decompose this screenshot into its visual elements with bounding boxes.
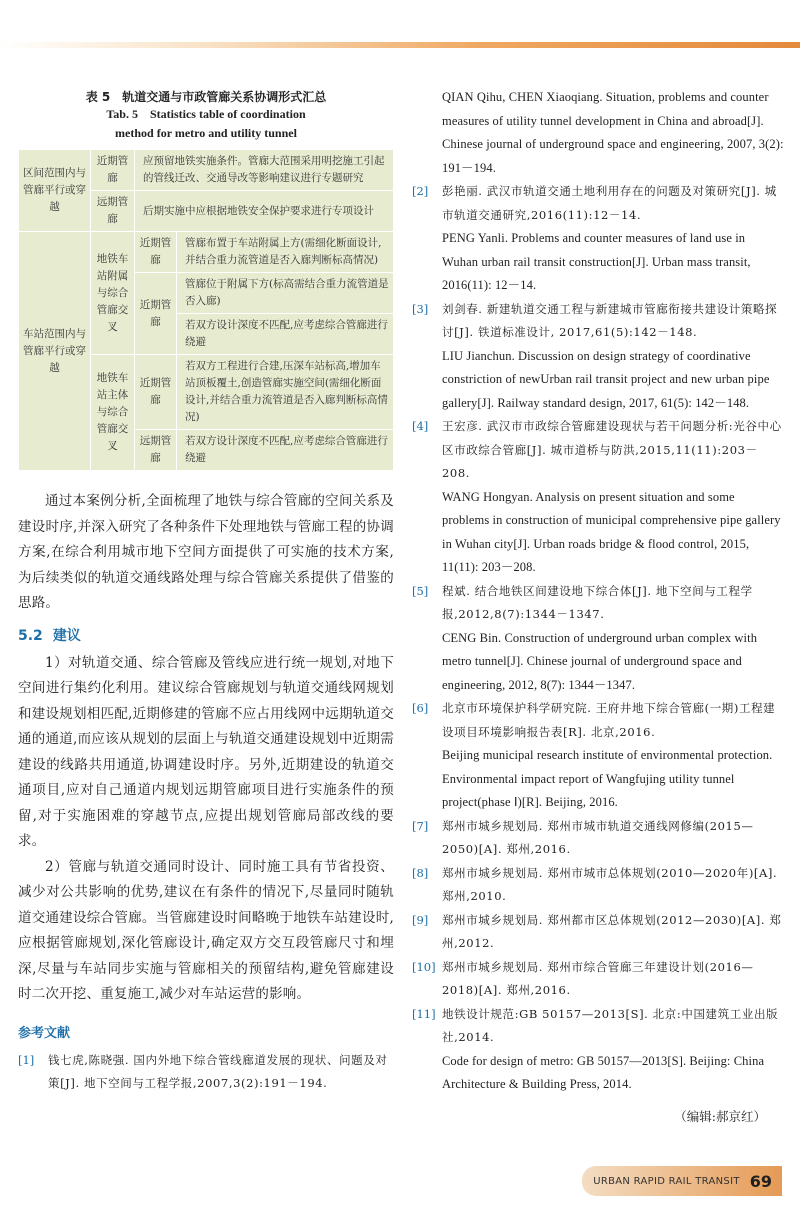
body-paragraph: 1）对轨道交通、综合管廊及管线应进行统一规划,对地下空间进行集约化利用。建议综合管廊规划与轨道交通线网规划和建设规划相匹配,近期修建的管廊不应占用线网中远期轨道交通的通道,而应该从规划的层面上与轨道交通建设规划中近期需建设的线路共用通道,协调建设时序。另外,近期建设的轨道交通项目,应对自己通道内规划远期管廊项目进行实施条件的预留,对于实施困难的穿越节点,应提出规划管廊局部改线的要求。	[18, 654, 394, 849]
table-cell-phase: 近期管廊	[135, 232, 177, 273]
section-heading	[18, 625, 394, 645]
reference-item	[18, 1049, 394, 1096]
table-row	[19, 232, 394, 273]
table-caption-en-line2: method for metro and utility tunnel	[115, 126, 297, 140]
journal-footer	[582, 1166, 782, 1196]
reference-cn: 郑州市城乡规划局. 郑州市综合管廊三年建设计划(2016—2018)[A]. 郑州,2016.	[442, 959, 754, 997]
references-heading: 参考文献	[18, 1025, 71, 1041]
reference-en: Code for design of metro: GB 50157—2013[S]. Beijing: China Architecture & Building Press, 2014.	[442, 1053, 765, 1091]
reference-item	[412, 862, 784, 909]
table-cell-phase: 远期管廊	[135, 430, 177, 471]
table-cell-sub-label: 地铁车站主体与综合管廊交叉	[91, 355, 135, 471]
reference-en: CENG Bin. Construction of underground urban complex with metro tunnel[J]. Chinese journal of underground space and engineering, 2012, 8(7): 1344－1347.	[442, 630, 758, 692]
editor-credit: （编辑:郝京红）	[674, 1108, 766, 1124]
table-cell-text: 后期实施中应根据地铁安全保护要求进行专项设计	[135, 191, 394, 232]
reference-cn: 北京市环境保护科学研究院. 王府井地下综合管廊(一期)工程建设项目环境影响报告表[R]. 北京,2016.	[442, 701, 776, 739]
reference-item	[412, 815, 784, 862]
reference-number: [3]	[412, 301, 429, 316]
reference-number: [2]	[412, 184, 429, 198]
body-paragraph: 2）管廊与轨道交通同时设计、同时施工具有节省投资、减少对公共影响的优势,建议在有条件的情况下,尽量同时随轨道交通建设综合管廊。当管廊建设时间略晚于地铁车站建设时,应根据管廊规划,深化管廊设计,确定双方交互段管廊尺寸和埋深,尽量与车站同步实施与管廊相关的预留结构,避免管廊建设时二次开挖、重复施工,减少对车站运营的影响。	[18, 858, 394, 1002]
reference-item	[412, 580, 784, 698]
table-cell-text: 管廊布置于车站附属上方(需细化断面设计,并结合重力流管道是否入廊判断标高情况)	[177, 232, 394, 273]
reference-en: Beijing municipal research institute of environmental protection. Environmental impact report of Wangfujing utility tunnel project(phase Ⅰ)[R]. Beijing, 2016.	[442, 748, 773, 809]
reference-cn: 钱七虎,陈晓强. 国内外地下综合管线廊道发展的现状、问题及对策[J]. 地下空间与工程学报,2007,3(2):191－194.	[48, 1052, 388, 1090]
right-column	[412, 86, 784, 1125]
reference-number: [6]	[412, 701, 429, 715]
reference-item	[412, 909, 784, 956]
table-cell-text: 管廊位于附属下方(标高需结合重力流管道是否入廊)	[177, 273, 394, 314]
reference-cn: 程斌. 结合地铁区间建设地下综合体[J]. 地下空间与工程学报,2012,8(7):1344－1347.	[442, 583, 753, 621]
reference-cn: 地铁设计规范:GB 50157—2013[S]. 北京:中国建筑工业出版社,2014.	[442, 1006, 779, 1044]
table-cell-text: 若双方工程进行合建,压深车站标高,增加车站顶板覆土,创造管廊实施空间(需细化断面设计,并结合重力流管道是否入廊判断标高情况)	[177, 355, 394, 430]
table-cell-text: 若双方设计深度不匹配,应考虑综合管廊进行绕避	[177, 430, 394, 471]
reference-cn: 郑州市城乡规划局. 郑州市城市总体规划(2010—2020年)[A]. 郑州,2010.	[442, 865, 778, 903]
journal-name: URBAN RAPID RAIL TRANSIT	[593, 1175, 740, 1187]
left-column	[18, 88, 394, 1096]
reference-cn: 王宏彦. 武汉市市政综合管廊建设现状与若干问题分析:光谷中心区市政综合管廊[J]. 城市道桥与防洪,2015,11(11):203－208.	[442, 419, 782, 480]
section-number: 5.2	[18, 627, 43, 644]
reference-number: [10]	[412, 959, 436, 974]
body-paragraph: 通过本案例分析,全面梳理了地铁与综合管廊的空间关系及建设时序,并深入研究了各种条件下处理地铁与管廊工程的协调方案,在综合利用城市地下空间方面提供了可实施的技术方案,为后续类似的轨道交通线路处理与综合管廊关系提供了借鉴的思路。	[18, 493, 394, 611]
table-caption-en-line1: Tab. 5 Statistics table of coordination	[106, 107, 306, 121]
section-title: 建议	[52, 627, 81, 644]
reference-number: [7]	[412, 818, 429, 833]
reference-cn: 郑州市城乡规划局. 郑州市城市轨道交通线网修编(2015—2050)[A]. 郑州,2016.	[442, 818, 754, 856]
table-cell-text: 若双方设计深度不匹配,应考虑综合管廊进行绕避	[177, 314, 394, 355]
reference-item	[412, 956, 784, 1003]
header-accent-bar	[0, 42, 800, 48]
reference-en: PENG Yanli. Problems and counter measures of land use in Wuhan urban rail transit construction[J]. Urban mass transit, 2016(11): 12－14.	[442, 231, 751, 292]
table-caption-cn: 表 5 轨道交通与市政管廊关系协调形式汇总	[85, 90, 327, 104]
reference-item	[412, 86, 784, 180]
table-cell-phase: 远期管廊	[91, 191, 135, 232]
reference-cn: 刘剑春. 新建轨道交通工程与新建城市管廊衔接共建设计策略探讨[J]. 铁道标准设计, 2017,61(5):142－148.	[442, 301, 778, 339]
reference-number: [5]	[412, 583, 429, 598]
reference-item	[412, 415, 784, 580]
table-cell-phase: 近期管廊	[91, 150, 135, 191]
page-number: 69	[749, 1171, 772, 1191]
table-cell-phase: 近期管廊	[135, 273, 177, 355]
table-cell-phase: 近期管廊	[135, 355, 177, 430]
reference-cn: 彭艳丽. 武汉市轨道交通土地利用存在的问题及对策研究[J]. 城市轨道交通研究,2016(11):12－14.	[442, 184, 777, 222]
reference-number: [4]	[412, 419, 429, 433]
reference-item	[412, 180, 784, 298]
reference-number: [8]	[412, 865, 429, 880]
reference-en: QIAN Qihu, CHEN Xiaoqiang. Situation, problems and counter measures of utility tunnel development in China and abroad[J]. Chinese journal of underground space and engineering, 2007, 3(2): 191－194.	[442, 90, 784, 175]
table-cell-sub-label: 地铁车站附属与综合管廊交叉	[91, 232, 135, 355]
reference-en: WANG Hongyan. Analysis on present situation and some problems in construction of municipal comprehensive pipe gallery in Wuhan city[J]. Urban roads bridge & flood control, 2015, 11(11): 203－208.	[442, 489, 781, 574]
reference-number: [9]	[412, 912, 429, 927]
reference-item	[412, 697, 784, 815]
reference-en: LIU Jianchun. Discussion on design strategy of coordinative constriction of newUrban rail transit project and new urban pipe gallery[J]. Railway standard design, 2017, 61(5): 142－148.	[442, 348, 770, 410]
reference-number: [11]	[412, 1006, 436, 1021]
table-cell-text: 应预留地铁实施条件。管廊大范围采用明挖施工引起的管线迁改、交通导改等影响建议进行专题研究	[135, 150, 394, 191]
coordination-table	[18, 149, 394, 471]
reference-number: [1]	[18, 1052, 35, 1067]
table-cell-section-label: 区间范围内与管廊平行或穿越	[19, 150, 91, 232]
table-cell-section-label: 车站范围内与管廊平行或穿越	[19, 232, 91, 471]
table-row	[19, 150, 394, 191]
reference-item	[412, 1003, 784, 1097]
reference-cn: 郑州市城乡规划局. 郑州都市区总体规划(2012—2030)[A]. 郑州,2012.	[442, 912, 782, 950]
reference-item	[412, 298, 784, 416]
